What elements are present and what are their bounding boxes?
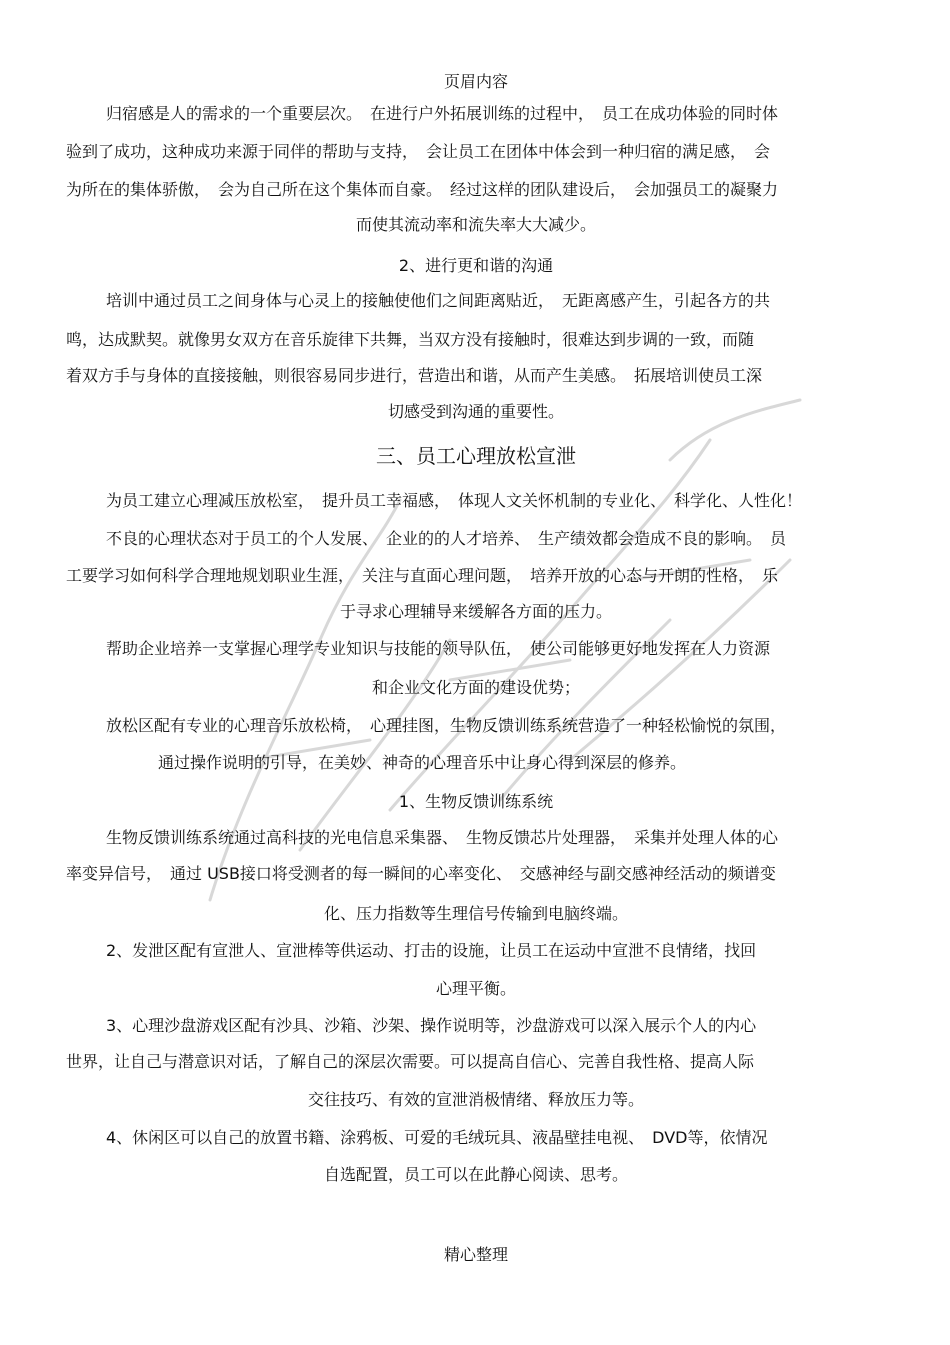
paragraph-line: 自选配置，员工可以在此静心阅读、思考。 xyxy=(323,1165,628,1184)
paragraph-line: 为员工建立心理减压放松室， 提升员工幸福感， 体现人文关怀机制的专业化、 科学化、人性化！ xyxy=(106,491,803,510)
paragraph-line: 着双方手与身体的直接接触，则很容易同步进行，营造出和谐，从而产生美感。 拓展培训使员工深 xyxy=(66,366,763,385)
paragraph-line: 验到了成功，这种成功来源于同伴的帮助与支持， 会让员工在团体中体会到一种归宿的满足感， 会 xyxy=(66,142,771,161)
paragraph-line: 心理平衡。 xyxy=(435,979,516,998)
paragraph-line: 化、压力指数等生理信号传输到电脑终端。 xyxy=(323,904,628,923)
paragraph-line: 切感受到沟通的重要性。 xyxy=(387,402,564,421)
paragraph-line: 鸣，达成默契。就像男女双方在音乐旋律下共舞，当双方没有接触时，很难达到步调的一致，而随 xyxy=(66,330,755,349)
paragraph-line: 帮助企业培养一支掌握心理学专业知识与技能的领导队伍， 使公司能够更好地发挥在人力资源 xyxy=(106,639,771,658)
paragraph-line: 4、休闲区可以自己的放置书籍、涂鸦板、可爱的毛绒玩具、液晶壁挂电视、 DVD等，依情况 xyxy=(106,1128,768,1147)
paragraph-line: 工要学习如何科学合理地规划职业生涯， 关注与直面心理问题， 培养开放的心态与开朗的性格， 乐 xyxy=(66,566,779,585)
paragraph-line: 率变异信号， 通过 USB接口将受测者的每一瞬间的心率变化、 交感神经与副交感神经活动的频谱变 xyxy=(66,864,776,883)
paragraph-line: 和企业文化方面的建设优势； xyxy=(371,678,580,697)
paragraph-line: 交往技巧、有效的宣泄消极情绪、释放压力等。 xyxy=(307,1090,644,1109)
paragraph-line: 归宿感是人的需求的一个重要层次。 在进行户外拓展训练的过程中， 员工在成功体验的同时体 xyxy=(106,104,779,123)
paragraph-line: 于寻求心理辅导来缓解各方面的压力。 xyxy=(339,602,612,621)
paragraph-line: 2、发泄区配有宣泄人、宣泄棒等供运动、打击的设施，让员工在运动中宣泄不良情绪，找回 xyxy=(106,941,757,960)
page-footer: 精心整理 xyxy=(443,1245,508,1264)
page-header: 页眉内容 xyxy=(443,72,508,91)
paragraph-line: 3、心理沙盘游戏区配有沙具、沙箱、沙架、操作说明等，沙盘游戏可以深入展示个人的内心 xyxy=(106,1016,757,1035)
paragraph-line: 培训中通过员工之间身体与心灵上的接触使他们之间距离贴近， 无距离感产生，引起各方的共 xyxy=(106,291,771,310)
paragraph-line: 不良的心理状态对于员工的个人发展、 企业的的人才培养、 生产绩效都会造成不良的影响。 员 xyxy=(106,529,787,548)
paragraph-line: 世界，让自己与潜意识对话，了解自己的深层次需要。可以提高自信心、完善自我性格、提高人际 xyxy=(66,1052,755,1071)
section-heading: 1、生物反馈训练系统 xyxy=(398,792,554,811)
paragraph-line: 生物反馈训练系统通过高科技的光电信息采集器、 生物反馈芯片处理器， 采集并处理人体的心 xyxy=(106,828,779,847)
paragraph-line: 通过操作说明的引导，在美妙、神奇的心理音乐中让身心得到深层的修养。 xyxy=(158,753,687,772)
paragraph-line: 放松区配有专业的心理音乐放松椅， 心理挂图，生物反馈训练系统营造了一种轻松愉悦的氛围， xyxy=(106,716,787,735)
chapter-heading: 三、员工心理放松宣泄 xyxy=(376,444,576,468)
paragraph-line: 为所在的集体骄傲， 会为自己所在这个集体而自豪。 经过这样的团队建设后， 会加强员工的凝聚力 xyxy=(66,180,779,199)
paragraph-line: 而使其流动率和流失率大大减少。 xyxy=(355,215,596,234)
section-heading: 2、进行更和谐的沟通 xyxy=(398,256,554,275)
